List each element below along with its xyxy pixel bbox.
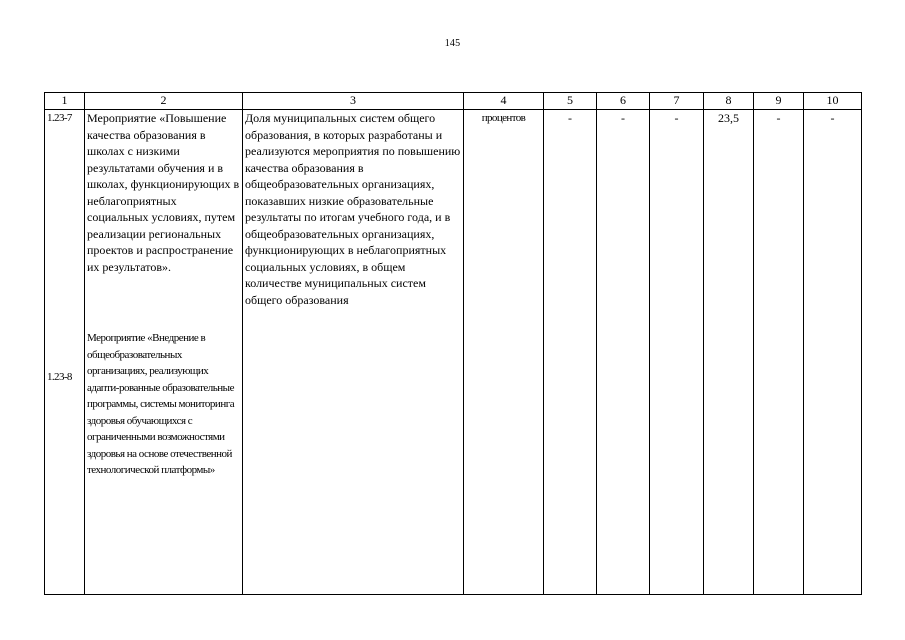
header-col-6: 6 (597, 93, 650, 110)
header-row (45, 93, 862, 110)
row-1-col-6: - (597, 110, 650, 595)
header-col-4: 4 (464, 93, 544, 110)
header-col-7: 7 (650, 93, 704, 110)
indicators-table (44, 92, 862, 595)
measure-name-cell (85, 110, 243, 595)
row-id-cell (45, 110, 85, 595)
page-number: 145 (444, 38, 461, 49)
table-row (45, 110, 862, 595)
header-col-10: 10 (804, 93, 862, 110)
row-1-col-8: 23,5 (704, 110, 754, 595)
row-1-measure-name: Мероприятие «Повышение качества образования в школах с низкими результатами обучения и в школах, функционирующих в неблагоприятных социальных условиях, путем реализации региональных проектов и распространение их результатов». (87, 111, 240, 274)
row-1-col-10: - (804, 110, 862, 595)
row-1-indicator: Доля муниципальных систем общего образования, в которых разработаны и реализуются мероприятия по повышению качества образования в общеобразовательных организациях, показавших низкие образовательные результаты по итогам учебного года, и в общеобразовательных организациях, функционирующих в неблагоприятных социальных условиях, в общем количестве муниципальных систем общего образования (243, 110, 464, 595)
header-col-5: 5 (544, 93, 597, 110)
row-1-id: 1.23-7 (47, 112, 72, 124)
header-col-1: 1 (45, 93, 85, 110)
row-2-id: 1.23-8 (47, 370, 72, 383)
header-col-9: 9 (754, 93, 804, 110)
row-1-col-7: - (650, 110, 704, 595)
header-col-3: 3 (243, 93, 464, 110)
row-2-measure-name: Мероприятие «Внедрение в общеобразовательных организациях, реализующих адапти-рованные образовательные программы, системы мониторинга здоровья обучающихся с ограниченными возможностями здоровья на основе отечественной технологической платформы» (87, 332, 235, 476)
row-1-col-9: - (754, 110, 804, 595)
header-col-2: 2 (85, 93, 243, 110)
header-col-8: 8 (704, 93, 754, 110)
row-1-col-5: - (544, 110, 597, 595)
row-1-unit: процентов (464, 110, 544, 595)
